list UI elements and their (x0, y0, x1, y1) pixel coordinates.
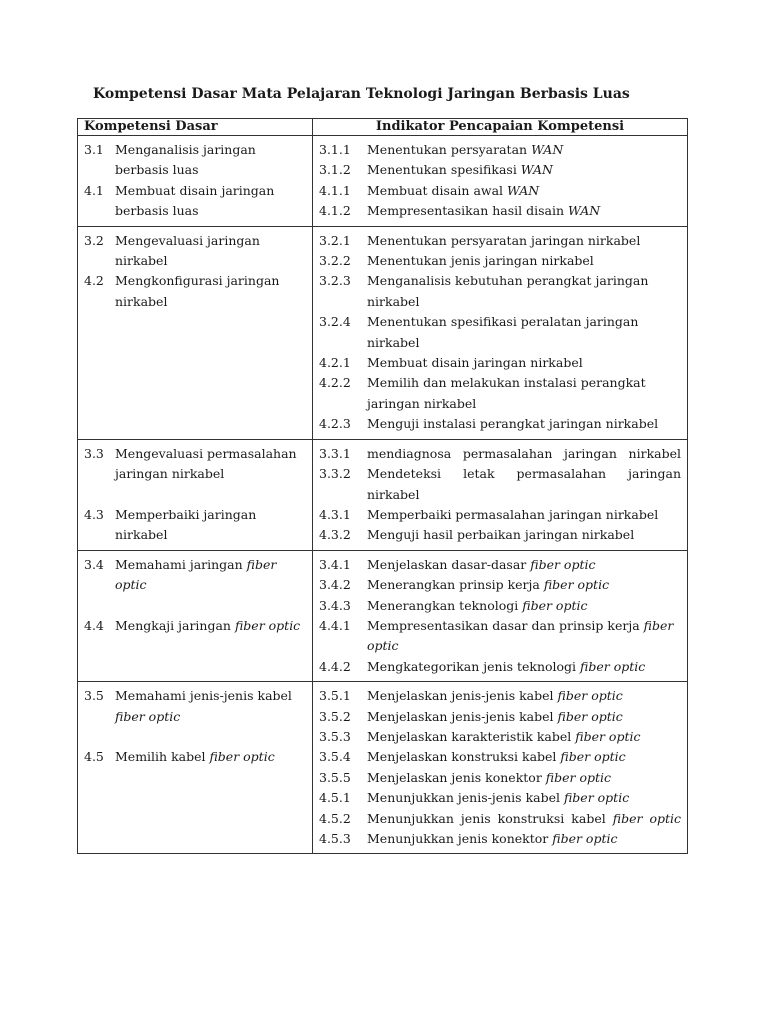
indikator-item (319, 525, 681, 545)
text-run: Menunjukkan jenis konektor (367, 831, 553, 846)
kd-text (115, 747, 306, 767)
table-row (78, 682, 688, 854)
indikator-item (319, 160, 681, 180)
kd-text (115, 616, 306, 636)
indikator-cell (313, 226, 688, 439)
indikator-item (319, 727, 681, 747)
kd-text (115, 140, 306, 181)
text-run: Membuat disain jaringan berbasis luas (115, 182, 275, 219)
text-run: mendiagnosa permasalahan jaringan nirkabel (367, 445, 681, 461)
indikator-text (367, 686, 681, 706)
indikator-number: 4.4.1 (319, 617, 351, 633)
kd-number: 3.3 (84, 445, 104, 461)
text-run: Memilih kabel (115, 749, 210, 765)
text-run: Memahami jaringan (115, 556, 247, 572)
italic-term: WAN (507, 182, 540, 198)
text-run: Mendeteksi letak permasalahan jaringan nirkabel (367, 466, 681, 502)
text-run: Mempresentasikan hasil disain (367, 203, 569, 219)
indikator-text (367, 271, 681, 312)
indikator-number: 3.3.1 (319, 445, 351, 461)
kd-text (115, 555, 306, 596)
indikator-number: 4.3.1 (319, 506, 351, 522)
text-run: Menunjukkan jenis konstruksi kabel (367, 810, 613, 826)
kd-number: 4.1 (84, 182, 104, 198)
italic-term: WAN (520, 162, 553, 178)
indikator-text (367, 657, 681, 677)
indikator-cell (313, 550, 688, 681)
indikator-number: 4.2.1 (319, 355, 351, 371)
indikator-text (367, 444, 681, 464)
spacer (84, 485, 306, 505)
indikator-number: 4.3.2 (319, 527, 351, 543)
italic-term: fiber optic (543, 577, 610, 593)
indikator-item (319, 788, 681, 808)
indikator-text (367, 788, 681, 808)
indikator-number: 3.2.2 (319, 253, 351, 269)
indikator-text (367, 353, 681, 373)
indikator-number: 3.2.1 (319, 232, 351, 248)
kd-number: 3.5 (84, 688, 104, 704)
indikator-item (319, 444, 681, 464)
indikator-number: 3.3.2 (319, 466, 351, 482)
text-run: Menentukan persyaratan (367, 142, 532, 157)
text-run: Menentukan jenis jaringan nirkabel (367, 253, 594, 269)
text-run: Mengkonfigurasi jaringan nirkabel (115, 273, 280, 309)
indikator-item (319, 505, 681, 525)
indikator-number: 4.2.3 (319, 416, 351, 432)
table-row (78, 136, 688, 227)
italic-term: fiber optic (115, 556, 277, 593)
kd-item (84, 140, 306, 181)
indikator-number: 3.4.2 (319, 577, 351, 593)
italic-term: fiber optic (234, 617, 301, 633)
indikator-item (319, 575, 681, 595)
text-run: Memperbaiki jaringan nirkabel (115, 506, 257, 543)
kd-number: 3.1 (84, 142, 104, 157)
kd-item (84, 505, 306, 546)
text-run: Menjelaskan jenis-jenis kabel (367, 708, 558, 724)
indikator-number: 4.4.2 (319, 658, 351, 674)
kd-cell (78, 226, 313, 439)
text-run: Mengevaluasi jaringan nirkabel (115, 232, 260, 269)
kd-number: 4.3 (84, 506, 104, 522)
kd-text (115, 505, 306, 546)
indikator-text (367, 525, 681, 545)
indikator-item (319, 271, 681, 312)
text-run: Menentukan persyaratan jaringan nirkabel (367, 232, 641, 248)
indikator-number: 4.1.2 (319, 203, 351, 219)
indikator-item (319, 353, 681, 373)
indikator-text (367, 373, 681, 414)
kd-item (84, 747, 306, 767)
text-run: Menerangkan teknologi (367, 597, 523, 613)
italic-term: fiber optic (563, 790, 630, 806)
indikator-item (319, 616, 681, 657)
indikator-number: 3.2.3 (319, 273, 351, 289)
indikator-text (367, 160, 681, 180)
indikator-text (367, 596, 681, 616)
indikator-text (367, 809, 681, 829)
indikator-item (319, 181, 681, 201)
italic-term: WAN (568, 203, 601, 219)
table-row (78, 226, 688, 439)
kd-text (115, 181, 306, 222)
italic-term: fiber optic (522, 597, 588, 613)
kd-item (84, 271, 306, 312)
kd-text (115, 271, 306, 312)
indikator-text (367, 414, 681, 434)
italic-term: fiber optic (612, 810, 682, 826)
indikator-number: 3.4.3 (319, 597, 351, 613)
text-run: Menunjukkan jenis-jenis kabel (367, 790, 564, 806)
header-indikator: Indikator Pencapaian Kompetensi (313, 119, 688, 136)
text-run: Mempresentasikan dasar dan prinsip kerja (367, 617, 644, 633)
indikator-item (319, 686, 681, 706)
kd-item (84, 616, 306, 636)
kd-number: 3.4 (84, 556, 104, 572)
indikator-number: 4.5.1 (319, 790, 351, 806)
indikator-item (319, 596, 681, 616)
italic-term: fiber optic (530, 556, 596, 572)
indikator-item (319, 768, 681, 788)
italic-term: fiber optic (115, 708, 181, 724)
indikator-text (367, 505, 681, 525)
text-run: Memperbaiki permasalahan jaringan nirkabel (367, 506, 659, 522)
italic-term: fiber optic (560, 749, 626, 765)
indikator-number: 3.1.1 (319, 142, 351, 157)
indikator-number: 3.5.3 (319, 728, 351, 744)
indikator-item (319, 414, 681, 434)
kd-cell (78, 136, 313, 227)
text-run: Menerangkan prinsip kerja (367, 577, 544, 593)
indikator-number: 4.2.2 (319, 375, 351, 391)
kd-number: 3.2 (84, 232, 104, 248)
text-run: Membuat disain jaringan nirkabel (367, 355, 583, 371)
text-run: Menentukan spesifikasi peralatan jaringan nirkabel (367, 314, 639, 350)
indikator-text (367, 616, 681, 657)
header-kompetensi-dasar: Kompetensi Dasar (78, 119, 313, 136)
text-run: Menjelaskan karakteristik kabel (367, 728, 576, 744)
indikator-item (319, 464, 681, 505)
indikator-text (367, 555, 681, 575)
indikator-text (367, 747, 681, 767)
text-run: Memilih dan melakukan instalasi perangkat jaringan nirkabel (367, 375, 646, 411)
kd-number: 4.5 (84, 749, 104, 765)
kd-item (84, 686, 306, 727)
italic-term: fiber optic (209, 749, 275, 765)
indikator-text (367, 312, 681, 353)
text-run: Menjelaskan jenis-jenis kabel (367, 688, 558, 704)
indikator-item (319, 312, 681, 353)
text-run: Mengkategorikan jenis teknologi (367, 658, 581, 674)
competency-table (77, 118, 688, 854)
italic-term: fiber optic (580, 658, 646, 674)
indikator-number: 4.5.2 (319, 810, 351, 826)
kd-cell (78, 439, 313, 550)
text-run: Mengkaji jaringan (115, 617, 235, 633)
text-run: Menganalisis jaringan berbasis luas (115, 142, 256, 178)
indikator-number: 3.5.5 (319, 769, 351, 785)
kd-cell (78, 682, 313, 854)
indikator-text (367, 464, 681, 505)
indikator-text (367, 251, 681, 271)
table-row (78, 550, 688, 681)
text-run: Memahami jenis-jenis kabel (115, 688, 292, 704)
indikator-text (367, 201, 681, 221)
indikator-text (367, 181, 681, 201)
kd-text (115, 686, 306, 727)
spacer (84, 596, 306, 616)
indikator-text (367, 727, 681, 747)
text-run: Menjelaskan jenis konektor (367, 769, 546, 785)
indikator-item (319, 231, 681, 251)
indikator-cell (313, 682, 688, 854)
kd-item (84, 444, 306, 485)
indikator-number: 3.2.4 (319, 314, 351, 330)
italic-term: fiber optic (557, 688, 623, 704)
indikator-text (367, 231, 681, 251)
indikator-item (319, 707, 681, 727)
spacer (84, 727, 306, 747)
kd-item (84, 555, 306, 596)
indikator-number: 4.5.3 (319, 831, 351, 846)
indikator-text (367, 768, 681, 788)
indikator-item (319, 657, 681, 677)
kd-number: 4.2 (84, 273, 104, 289)
text-run: Mengevaluasi permasalahan jaringan nirkabel (115, 445, 297, 482)
table-body (78, 136, 688, 854)
indikator-item (319, 809, 681, 829)
italic-term: fiber optic (575, 728, 641, 744)
indikator-number: 3.1.2 (319, 162, 351, 178)
table-header-row (78, 119, 688, 136)
indikator-number: 3.4.1 (319, 556, 351, 572)
document-title: Kompetensi Dasar Mata Pelajaran Teknologi Jaringan Berbasis Luas (93, 86, 630, 102)
text-run: Menentukan spesifikasi (367, 162, 521, 178)
indikator-number: 3.5.4 (319, 749, 351, 765)
indikator-number: 3.5.2 (319, 708, 351, 724)
kd-text (115, 444, 306, 485)
text-run: Menguji hasil perbaikan jaringan nirkabel (367, 527, 635, 543)
italic-term: WAN (531, 142, 564, 157)
indikator-item (319, 747, 681, 767)
kd-item (84, 181, 306, 222)
indikator-cell (313, 439, 688, 550)
indikator-text (367, 707, 681, 727)
italic-term: fiber optic (545, 769, 612, 785)
text-run: Menjelaskan konstruksi kabel (367, 749, 561, 765)
indikator-text (367, 829, 681, 849)
kd-number: 4.4 (84, 617, 104, 633)
italic-term: fiber optic (552, 831, 618, 846)
text-run: Menganalisis kebutuhan perangkat jaringan nirkabel (367, 273, 649, 309)
indikator-number: 4.1.1 (319, 182, 351, 198)
indikator-text (367, 575, 681, 595)
indikator-item (319, 251, 681, 271)
table-row (78, 439, 688, 550)
kd-cell (78, 550, 313, 681)
indikator-item (319, 555, 681, 575)
indikator-item (319, 373, 681, 414)
text-run: Menjelaskan dasar-dasar (367, 556, 531, 572)
indikator-item (319, 140, 681, 160)
indikator-cell (313, 136, 688, 227)
indikator-item (319, 201, 681, 221)
indikator-number: 3.5.1 (319, 688, 351, 704)
text-run: Membuat disain awal (367, 182, 508, 198)
indikator-item (319, 829, 681, 849)
italic-term: fiber optic (367, 617, 674, 654)
kd-text (115, 231, 306, 272)
italic-term: fiber optic (557, 708, 623, 724)
text-run: Menguji instalasi perangkat jaringan nirkabel (367, 416, 659, 432)
indikator-text (367, 140, 681, 160)
kd-item (84, 231, 306, 272)
